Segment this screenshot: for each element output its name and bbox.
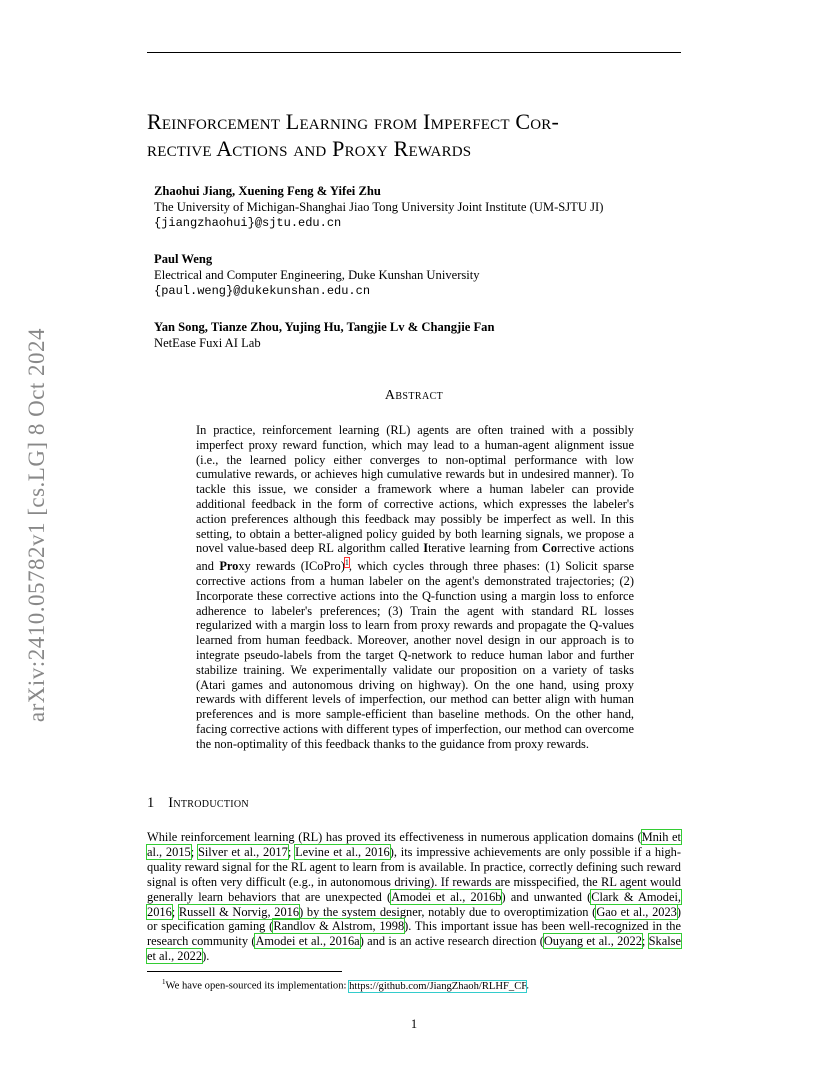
intro-text: While reinforcement learning (RL) has proved its effectiveness in numerous application domains ( (147, 830, 642, 844)
author-affiliation: NetEase Fuxi AI Lab (154, 336, 261, 350)
citation-link[interactable]: Ouyang et al., 2022 (543, 934, 642, 949)
intro-text: ). This important issue has been well-recognized in the research community ( (147, 919, 681, 949)
author-block-2 (154, 251, 480, 299)
footnote-rule (147, 971, 342, 972)
intro-text: ; (171, 904, 179, 919)
abstract-text: rrective actions and (196, 541, 634, 574)
bold-letter: Pro (219, 559, 239, 574)
intro-text: ) by the system designer, notably due to overoptimization ( (299, 904, 597, 919)
citation-link[interactable]: Amodei et al., 2016b (391, 889, 502, 904)
intro-text: ). (202, 949, 210, 964)
footnote-end: . (526, 980, 529, 992)
abstract-text: terative learning from (428, 541, 542, 556)
citation-link[interactable]: Russell & Norvig, 2016 (178, 904, 300, 919)
intro-text: ) or specification gaming ( (147, 904, 681, 934)
citation-link[interactable]: Skalse et al., 2022 (147, 934, 682, 964)
intro-text: ; (287, 844, 296, 859)
footnote-mark: 1 (162, 978, 166, 986)
citation-link[interactable]: Silver et al., 2017 (197, 844, 288, 859)
author-affiliation: Electrical and Computer Engineering, Duke Kunshan University (154, 268, 480, 282)
author-block-3 (154, 319, 494, 351)
intro-text: ) and unwanted ( (501, 889, 592, 904)
citation-link[interactable]: Levine et al., 2016 (295, 844, 390, 859)
intro-text: ; (190, 844, 198, 859)
footnote (162, 976, 529, 993)
citation-link[interactable]: Randlov & Alstrom, 1998 (273, 919, 405, 934)
arxiv-stamp: arXiv:2410.05782v1 [cs.LG] 8 Oct 2024 (24, 327, 49, 723)
footnote-ref-link[interactable]: 1 (344, 558, 349, 568)
intro-text: ), its impressive achievements are only possible if a high-quality reward signal for the RL agent to learn from is available. In practice, correctly defining such reward signal is often very difficult (e.g., in autonomous driving). If rewards are misspecified, the RL agent would generally learn behaviors that are unexpected ( (147, 844, 681, 904)
citation-link[interactable]: Amodei et al., 2016a (255, 934, 360, 949)
author-names: Paul Weng (154, 252, 213, 266)
intro-text: ; (641, 934, 649, 949)
abstract-heading: Abstract (384, 388, 444, 403)
section-number: 1 (147, 795, 155, 811)
author-email: {paul.weng}@dukekunshan.edu.cn (154, 284, 371, 298)
github-link[interactable]: https://github.com/JiangZhaoh/RLHF_CF (349, 980, 527, 992)
paper-title (147, 108, 687, 162)
title-line-2: rective Actions and Proxy Rewards (147, 136, 472, 161)
author-block-1 (154, 183, 603, 231)
abstract-text: xy rewards (ICoPro) (238, 559, 345, 574)
abstract-body (196, 423, 634, 752)
bold-letter: I (423, 541, 429, 556)
citation-link[interactable]: Mnih et al., 2015 (147, 830, 682, 859)
abstract-text: In practice, reinforcement learning (RL) agents are often trained with a possibly imperfect proxy reward function, which may lead to a human-agent alignment issue (i.e., the learned policy either converges to non-optimal performance with low cumulative rewards, or achieves high cumulative rewards but in undesired manner). To tackle this issue, we consider a framework where a human labeler can provide additional feedback in the form of corrective actions, which expresses the labeler's action preferences although this feedback may possibly be imperfect as well. In this setting, to obtain a better-aligned policy guided by both learning signals, we propose a novel value-based deep RL algorithm called (196, 423, 634, 556)
footnote-text: We have open-sourced its implementation: (165, 980, 350, 992)
author-affiliation: The University of Michigan-Shanghai Jiao Tong University Joint Institute (UM-SJTU JI) (154, 200, 604, 214)
citation-link[interactable]: Gao et al., 2023 (596, 904, 677, 919)
intro-paragraph (147, 830, 681, 964)
bold-letter: Co (541, 541, 558, 556)
citation-link[interactable]: Clark & Amodei, 2016 (147, 889, 681, 919)
author-email: {jiangzhaohui}@sjtu.edu.cn (154, 216, 342, 230)
title-line-1: Reinforcement Learning from Imperfect Cor- (147, 109, 560, 134)
section-title: Introduction (168, 795, 249, 811)
author-names: Zhaohui Jiang, Xuening Feng & Yifei Zhu (154, 184, 381, 198)
page-number: 1 (410, 1017, 418, 1031)
section-heading (147, 795, 249, 812)
abstract-text: , which cycles through three phases: (1) Solicit sparse corrective actions from a human labeler on the agent's demonstrated trajectories; (2) Incorporate these corrective actions into the Q-function using a margin loss to enforce adherence to labeler's preferences; (3) Train the agent with standard RL losses regularized with a margin loss to learn from proxy rewards and propagate the Q-values learned from human feedback. Moreover, another novel design in our approach is to integrate pseudo-labels from the target Q-network to reduce human labor and further stabilize training. We experimentally validate our proposition on a variety of tasks (Atari games and autonomous driving on highway). On the one hand, using proxy rewards with different levels of imperfection, our method can better align with human preferences and is more sample-efficient than baseline methods. On the other hand, facing corrective actions with different types of imperfection, our method can overcome the non-optimality of this feedback thanks to the guidance from proxy rewards. (196, 559, 635, 751)
intro-text: ) and is an active research direction ( (359, 934, 544, 949)
top-rule (147, 52, 681, 53)
author-names: Yan Song, Tianze Zhou, Yujing Hu, Tangjie Lv & Changjie Fan (154, 320, 495, 334)
